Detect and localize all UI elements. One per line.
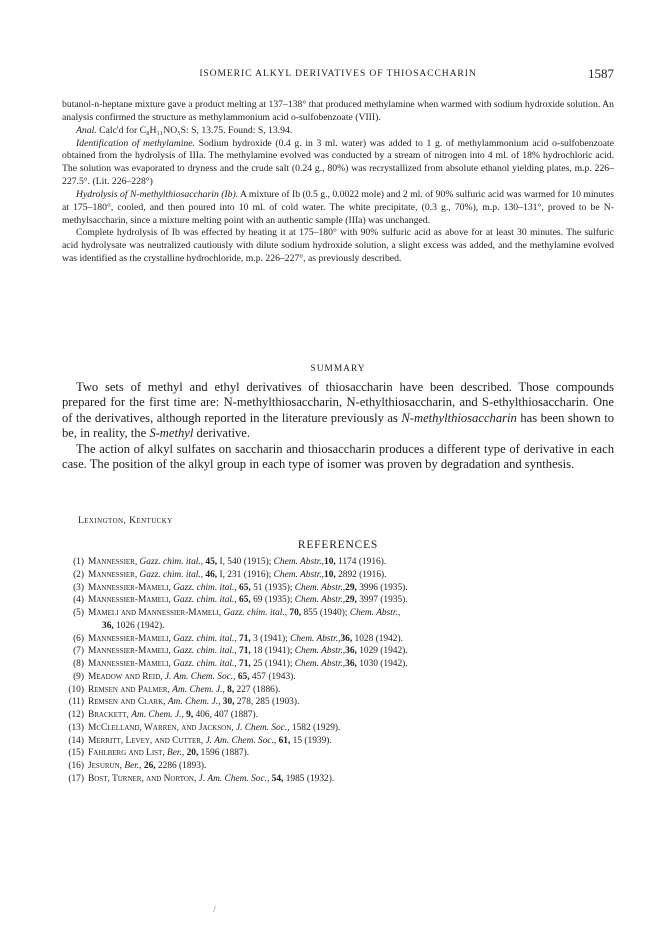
analysis-paragraph [62,125,614,138]
reference-citation: 1029 (1942). [356,646,408,657]
reference-volume: 65, [239,582,251,593]
reference-item [62,696,622,709]
reference-journal: Gazz. chim. ital., [173,582,237,593]
reference-citation: 855 (1940); [301,608,350,618]
reference-number: (12) [68,710,84,720]
reference-volume: 36, [345,646,357,657]
page-number: 1587 [588,66,614,81]
reference-journal: Ber., [124,761,142,771]
hydrolysis-label: Hydrolysis of N-methylthiosaccharin (Ib). [76,188,239,200]
references-list [62,556,622,786]
reference-citation: 278, 285 (1903). [234,697,300,708]
summary-paragraph: The action of alkyl sulfates on saccharin and thiosaccharin produces a different type of derivative in each case. The position of the alkyl group in each type of isomer was proven by degradation and synthesis. [62,441,614,472]
reference-citation: 3 (1941); [250,633,291,644]
reference-number: (3) [73,582,84,593]
reference-citation: 51 (1935); [250,582,295,593]
reference-volume: 10, [324,569,336,580]
reference-citation: 18 (1941); [250,646,295,657]
reference-number: (16) [68,761,84,771]
reference-item [62,709,622,722]
reference-author: Bost, Turner, and Norton, [88,773,197,784]
reference-journal: Am. Chem. J., [167,697,221,708]
reference-citation: 406, 407 (1887). [193,710,259,720]
reference-citation: 1582 (1929). [291,722,341,733]
reference-citation: I, 540 (1915); [217,557,274,567]
reference-citation: 457 (1943). [249,671,296,682]
reference-number: (10) [68,684,84,695]
reference-citation: 1985 (1932). [283,773,335,784]
reference-journal: Chem. Abstr., [273,557,325,567]
reference-item [62,620,622,633]
summary-italic-term: N-methylthiosaccharin [401,410,517,425]
reference-volume: 45, [205,557,218,567]
reference-author: Fahlberg and List, [88,748,165,759]
reference-journal: Ber., [167,748,185,759]
reference-author: Mannessier-Mameli, [88,659,171,669]
reference-citation: I, 231 (1916); [217,569,274,580]
reference-item [62,556,622,569]
reference-item [62,773,622,786]
reference-citation: 1030 (1942). [356,659,408,669]
reference-number: (13) [68,722,84,733]
reference-volume: 26, [143,761,156,771]
reference-citation: 2892 (1916). [335,569,387,580]
reference-number: (17) [68,773,84,784]
reference-volume: 70, [289,608,302,618]
hydrolysis-text: A mixture of Ib (0.5 g., 0.0022 mole) and 2 ml. of 90% sulfuric acid was warmed for 10 minutes at 175–180°, cooled, and then poured into 10 ml. of cold water. The white precipitate, (0.3 g., 70%), m.p. 130–131°, proved to be N-methylsaccharin, since a mixture melting point with an authentic sample (IIIa) was unchanged. [62,188,615,226]
reference-volume: 65, [237,671,250,682]
affiliation: Lexington, Kentucky [78,515,173,526]
reference-item [62,645,622,658]
reference-author: Mannessier-Mameli, [88,595,171,606]
reference-journal: J. Am. Chem. Soc., [205,735,277,746]
reference-number: (15) [68,748,84,759]
reference-journal: J. Am. Chem. Soc., [164,671,236,682]
summary-text: has been shown to be, in reality, the [62,410,615,441]
summary-text: Two sets of methyl and ethyl derivatives of thiosaccharin have been described. Those compounds prepared for the first time are: N-methylthiosaccharin, N-ethylthiosaccharin, and S-ethylthiosaccharin. One of the derivatives, although reported in the literature previously as [62,380,614,425]
reference-volume: 20, [186,748,199,759]
reference-citation: 1028 (1942). [352,633,403,644]
reference-number: (11) [68,697,84,708]
reference-author: Mannessier, [88,557,138,567]
reference-item [62,747,622,760]
reference-citation: 3996 (1935). [356,582,408,593]
experimental-section [62,99,614,266]
reference-citation: 1596 (1887). [198,748,250,759]
reference-journal: Gazz. chim. ital., [173,646,237,657]
running-title: ISOMERIC ALKYL DERIVATIVES OF THIOSACCHARIN [199,68,477,79]
reference-item [62,594,622,607]
reference-volume: 29, [345,595,357,606]
identification-label: Identification of methylamine. [76,137,195,149]
reference-item [62,722,622,735]
reference-author: Mannessier-Mameli, [88,582,171,593]
reference-journal: Chem. Abstr., [273,569,325,580]
reference-volume: 8, [227,684,235,695]
reference-journal: Chem. Abstr., [349,608,401,618]
identification-text: Sodium hydroxide (0.4 g. in 3 ml. water) was added to 1 g. of methylammonium acid o-sulfobenzoate obtained from the hydrolysis of IIIa. The methylamine evolved was conducted by a stream of nitrogen into 4 ml. of 18% hydrochloric acid. The solution was evaporated to dryness and the crude salt (0.24 g., 80%) was recrystallized from absolute ethanol yielding plates, m.p. 226–227.5°. (Lit. 226–228°) [62,137,614,188]
summary-heading: SUMMARY [310,364,366,374]
reference-citation: 15 (1939). [290,735,332,746]
identification-paragraph [62,138,614,189]
reference-journal: Chem. Abstr., [294,595,346,606]
reference-journal: Chem. Abstr., [294,646,346,657]
reference-journal: Gazz. chim. ital., [139,557,204,567]
summary-italic-term: S-methyl [149,426,194,441]
reference-author: Remsen and Clark, [88,697,166,708]
reference-number: (4) [73,595,84,606]
reference-author: Remsen and Palmer, [88,684,170,695]
reference-citation: 2286 (1893). [155,761,207,771]
reference-author: Jesurun, [88,761,122,771]
analysis-label: Anal. [76,124,97,136]
analysis-text: Calc'd for C₈H₁₁NO₅S: S, 13.75. Found: S, 13.94. [96,124,293,136]
reference-citation: 25 (1941); [250,659,295,669]
summary-section [62,380,614,472]
reference-volume: 61, [278,735,291,746]
reference-volume: 30, [222,697,235,708]
references-heading: REFERENCES [297,539,379,551]
reference-item [62,671,622,684]
running-header [62,68,614,84]
reference-item [62,658,622,671]
reference-author: Mannessier-Mameli, [88,646,171,657]
reference-citation: 3997 (1935). [356,595,408,606]
reference-journal: Gazz. chim. ital., [173,633,237,644]
reference-volume: 36, [340,633,353,644]
reference-item [62,607,622,620]
reference-volume: 71, [239,633,251,644]
reference-volume: 36, [102,620,114,631]
reference-journal: Chem. Abstr., [294,582,346,593]
summary-paragraph [62,380,614,442]
reference-volume: 10, [324,557,336,567]
reference-journal: Gazz. chim. ital., [139,569,204,580]
reference-author: Mannessier-Mameli, [88,633,171,644]
complete-hydrolysis-paragraph: Complete hydrolysis of Ib was effected by heating it at 175–180° with 90% sulfuric acid as above for at least 30 minutes. The sulfuric acid hydrolysate was neutralized cautiously with dilute sodium hydroxide solution, a slight excess was added, and the methylamine evolved was identified as the crystalline hydrochloride, m.p. 226–227°, as previously described. [62,227,614,265]
reference-author: Meadow and Reid, [88,671,163,682]
reference-volume: 65, [239,595,251,606]
reference-journal: Chem. Abstr., [294,659,346,669]
reference-item [62,735,622,748]
reference-author: Mameli and Mannessier-Mameli, [88,608,222,618]
reference-journal: Gazz. chim. ital., [173,595,237,606]
reference-number: (14) [68,735,84,746]
reference-journal: Am. Chem. J., [172,684,225,695]
experimental-paragraph: butanol-n-heptane mixture gave a product melting at 137–138° that produced methylamine when warmed with sodium hydroxide solution. An analysis confirmed the structure as methylammonium acid o-sulfobenzoate (VIII). [62,99,614,123]
reference-volume: 71, [239,659,251,669]
reference-author: Brackett, [88,710,129,720]
reference-citation: 1026 (1942). [113,620,165,631]
reference-volume: 54, [271,773,284,784]
reference-journal: Chem. Abstr., [290,633,341,644]
reference-journal: Gazz. chim. ital., [173,659,237,669]
reference-item [62,760,622,773]
reference-journal: Gazz. chim. ital., [223,608,288,618]
reference-citation: 1174 (1916). [335,557,387,567]
reference-author: Merritt, Levey, and Cutter, [88,735,204,746]
reference-journal: J. Chem. Soc., [235,722,290,733]
reference-number: (9) [73,671,84,682]
reference-author: Mannessier, [88,569,138,580]
reference-number: (8) [73,659,84,669]
reference-number: (2) [73,569,84,580]
summary-text: derivative. [193,426,251,441]
reference-journal: J. Am. Chem. Soc., [198,773,270,784]
reference-number: (5) [73,608,84,618]
reference-citation: 69 (1935); [250,595,295,606]
reference-number: (6) [73,633,84,644]
reference-item [62,633,622,646]
reference-citation: 227 (1886). [234,684,281,695]
reference-volume: 36, [345,659,357,669]
reference-volume: 71, [239,646,251,657]
reference-volume: 9, [186,710,194,720]
reference-author: McClelland, Warren, and Jackson, [88,722,234,733]
reference-number: (7) [73,646,84,657]
hydrolysis-paragraph [62,189,614,228]
reference-item [62,684,622,697]
reference-number: (1) [73,557,84,567]
reference-item [62,582,622,595]
scan-mark [213,906,220,912]
reference-volume: 46, [205,569,218,580]
reference-journal: Am. Chem. J., [131,710,184,720]
reference-volume: 29, [345,582,357,593]
reference-item [62,569,622,582]
